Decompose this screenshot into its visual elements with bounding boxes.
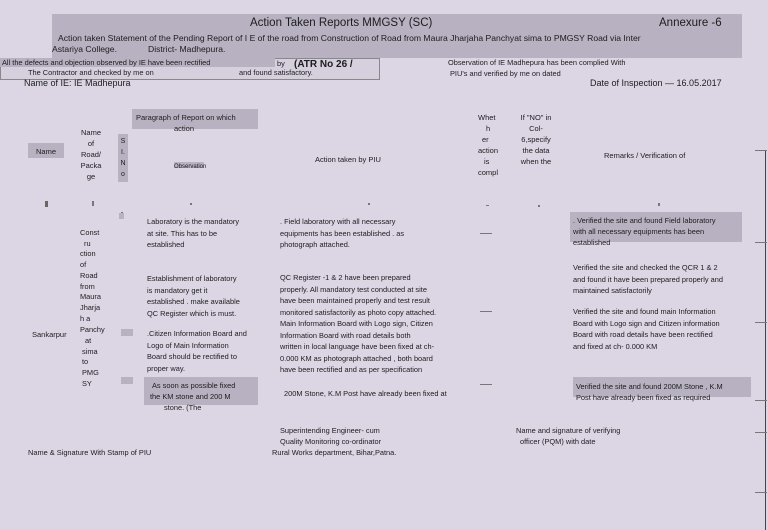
col-tick-1: [45, 201, 48, 207]
paragraph-header-box: Paragraph of Report on which action: [132, 109, 258, 129]
observation-header-box: Observation: [174, 164, 207, 170]
verification-3: Verified the site and found main Information Board with Logo sign and Citizen information Board with road details have been rectified and fixed at ch- 0.000 KM: [573, 307, 720, 351]
header-if-no: If "NO" in Col- 6,specify the data when the: [520, 113, 552, 166]
row-road: Const ru ction of Road from Maura Jharja h a Panchy at sima to PMG SY: [80, 228, 105, 388]
col-tick-4: [190, 203, 192, 205]
observation-4-box: As soon as possible fixed the KM stone and 200 M stone. (The: [144, 377, 258, 405]
preamble-left-line-2: The Contractor and checked by me on: [28, 68, 154, 77]
action-3: Main Information Board with Logo sign, Citizen Information Board with road details both written in local language have been fixed at ch- 0.000 KM as photograph attached , both board have been rectified and as per specification: [280, 319, 435, 374]
observation-2: Establishment of laboratory is mandatory get it established . make available QC Register which is must.: [147, 274, 240, 318]
preamble-by: by: [277, 59, 285, 68]
action-1: . Field laboratory with all necessary equipments has been established . as photograph attached.: [280, 217, 405, 249]
header-action-taken: Action taken by PIU: [315, 155, 381, 164]
subtitle-line-1: Action taken Statement of the Pending Report of I E of the road from Construction of Road from Maura Jharjaha Panchyat sima to PMGSY Road via Inter: [58, 33, 641, 43]
report-title: Action Taken Reports MMGSY (SC): [250, 17, 433, 29]
subtitle-line-2b: District- Madhepura.: [148, 44, 226, 54]
verification-2: Verified the site and checked the QCR 1 & 2 and found it have been prepared properly and maintained satisfactorily: [573, 263, 723, 295]
preamble-found: and found satisfactory.: [239, 68, 313, 77]
whether-mark-3: [480, 384, 492, 385]
pqm-signature: Name and signature of verifying officer (PQM) with date: [516, 426, 621, 447]
action-4: 200M Stone, K.M Post have already been fixed at: [284, 389, 447, 398]
piu-signature: Name & Signature With Stamp of PIU: [28, 448, 152, 457]
sno-marker-1: [119, 213, 124, 219]
preamble-right-line-1: Observation of IE Madhepura has been complied With: [448, 58, 626, 67]
subtitle-line-2a: Astariya College.: [52, 44, 117, 54]
verification-4-box: Verified the site and found 200M Stone , K.M Post have already been fixed as required: [573, 377, 751, 397]
sno-marker-3: [121, 329, 133, 336]
ie-name: Name of IE: IE Madhepura: [24, 78, 131, 88]
col-tick-2: [92, 201, 94, 206]
right-border-tick-4: [755, 400, 767, 401]
preamble-right-line-2: PIU's and verified by me on dated: [450, 69, 561, 78]
header-road: Name of Road/ Packa ge: [80, 128, 102, 181]
right-border-tick-3: [755, 322, 767, 323]
col-tick-7: [538, 205, 540, 207]
action-2: QC Register -1 & 2 have been prepared properly. All mandatory test conducted at site have been maintained properly and test result monitored satisfactorily as photo copy attached.: [280, 273, 437, 317]
right-border-tick-1: [755, 150, 767, 151]
sno-marker-4: [121, 377, 133, 384]
preamble-left-line-1: All the defects and objection observed by IE have been rectified: [2, 58, 211, 67]
header-name: Name: [36, 147, 57, 156]
se-signature: Superintending Engineer- cum Quality Monitoring co-ordinator Rural Works department, Bihar,Patna.: [272, 426, 397, 458]
header-pqm-remark: Remarks / Verification of: [604, 151, 686, 160]
verification-1-box: . Verified the site and found Field laboratory with all necessary equipments has been established: [570, 212, 742, 242]
right-border-tick-2: [755, 242, 767, 243]
right-border-line: [765, 150, 766, 530]
col-tick-8: [658, 203, 660, 206]
whether-mark-2: [480, 311, 492, 312]
right-border-tick-6: [755, 492, 767, 493]
observation-1: Laboratory is the mandatory at site. This has to be established: [147, 217, 240, 249]
whether-mark-1: [480, 233, 492, 234]
header-sno: S I. N o: [120, 138, 126, 178]
col-tick-6: [486, 205, 489, 206]
row-name: Sankarpur: [32, 330, 67, 339]
right-border-tick-5: [755, 432, 767, 433]
inspection-date: Date of Inspection — 16.05.2017: [590, 78, 722, 88]
col-tick-5: [368, 203, 370, 205]
header-whether: Whet h er action is compl: [478, 113, 499, 177]
observation-3: .Citizen Information Board and Logo of Main Information Board should be rectified to proper way.: [147, 329, 247, 373]
annexure-label: Annexure -6: [659, 17, 722, 29]
atr-number: (ATR No 26 /: [294, 59, 353, 70]
